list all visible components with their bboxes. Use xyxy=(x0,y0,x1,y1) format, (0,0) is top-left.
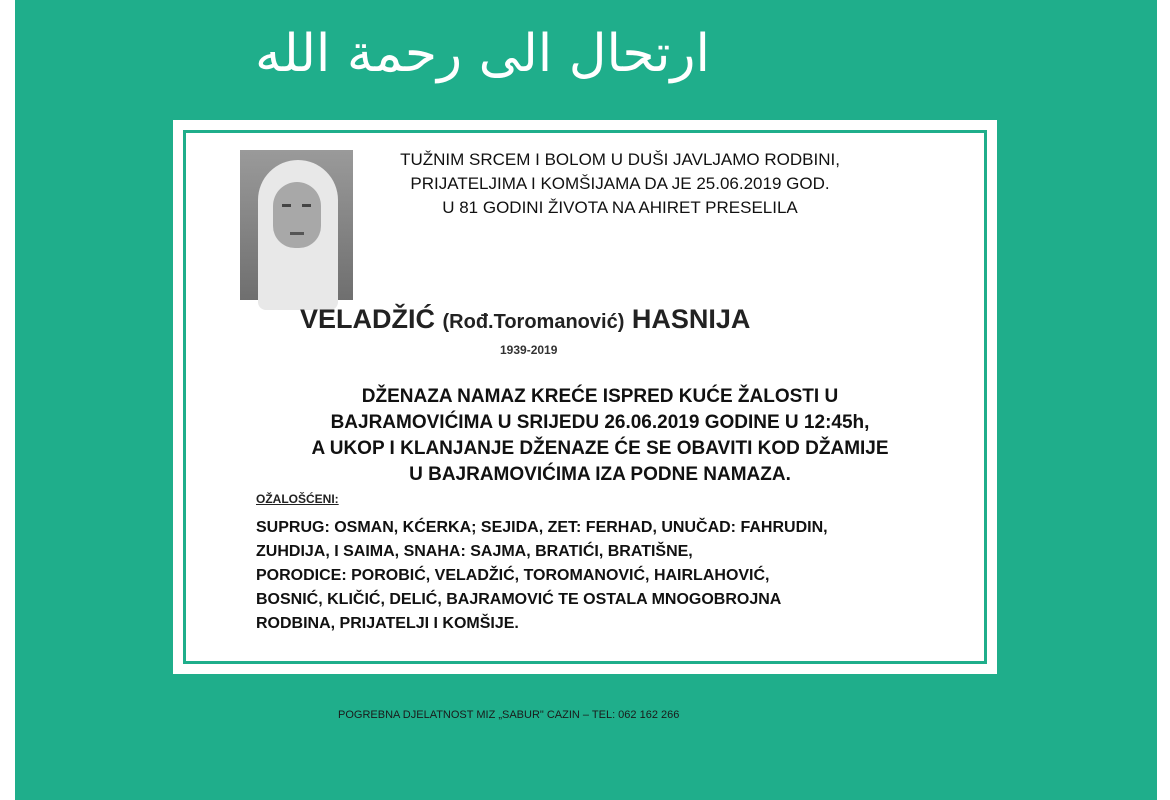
mourners-list xyxy=(256,516,966,636)
deceased-name xyxy=(300,304,1000,335)
funeral-line: A UKOP I KLANJANJE DŽENAZE ĆE SE OBAVITI KOD DŽAMIJE xyxy=(311,438,889,459)
arabic-calligraphy-heading: ارتحال الى رحمة الله xyxy=(254,24,710,84)
announcement-line: U 81 GODINI ŽIVOTA NA AHIRET PRESELILA xyxy=(442,198,798,217)
funeral-details xyxy=(215,384,985,488)
announcement-line: TUŽNIM SRCEM I BOLOM U DUŠI JAVLJAMO RODBINI, xyxy=(400,150,840,169)
portrait-mouth xyxy=(290,232,304,235)
funeral-line: BAJRAMOVIĆIMA U SRIJEDU 26.06.2019 GODINE U 12:45h, xyxy=(330,412,870,433)
mourners-line: PORODICE: POROBIĆ, VELADŽIĆ, TOROMANOVIĆ, HAIRLAHOVIĆ, xyxy=(256,567,770,584)
announcement-text xyxy=(360,148,880,220)
deceased-maiden-name: (Rođ.Toromanović) xyxy=(442,311,625,333)
funeral-line: U BAJRAMOVIĆIMA IZA PODNE NAMAZA. xyxy=(409,464,791,485)
funeral-home-footer: POGREBNA DJELATNOST MIZ „SABUR" CAZIN – TEL: 062 162 266 xyxy=(338,709,680,721)
mourners-line: BOSNIĆ, KLIČIĆ, DELIĆ, BAJRAMOVIĆ TE OSTALA MNOGOBROJNA xyxy=(256,591,782,608)
funeral-line: DŽENAZA NAMAZ KREĆE ISPRED KUĆE ŽALOSTI U xyxy=(361,386,839,407)
life-years: 1939-2019 xyxy=(500,343,558,357)
deceased-surname: VELADŽIĆ xyxy=(300,304,435,334)
mourners-line: SUPRUG: OSMAN, KĆERKA; SEJIDA, ZET: FERHAD, UNUČAD: FAHRUDIN, xyxy=(256,519,828,536)
mourners-heading: OŽALOŠĆENI: xyxy=(256,492,339,506)
deceased-first-name: HASNIJA xyxy=(631,304,751,334)
portrait-eye xyxy=(282,204,291,207)
portrait-photo xyxy=(240,150,353,300)
mourners-line: RODBINA, PRIJATELJI I KOMŠIJE. xyxy=(256,615,519,632)
portrait-eye xyxy=(302,204,311,207)
announcement-line: PRIJATELJIMA I KOMŠIJAMA DA JE 25.06.2019 GOD. xyxy=(410,174,830,193)
mourners-line: ZUHDIJA, I SAIMA, SNAHA: SAJMA, BRATIĆI, BRATIŠNE, xyxy=(256,543,693,560)
portrait-face xyxy=(273,182,321,248)
